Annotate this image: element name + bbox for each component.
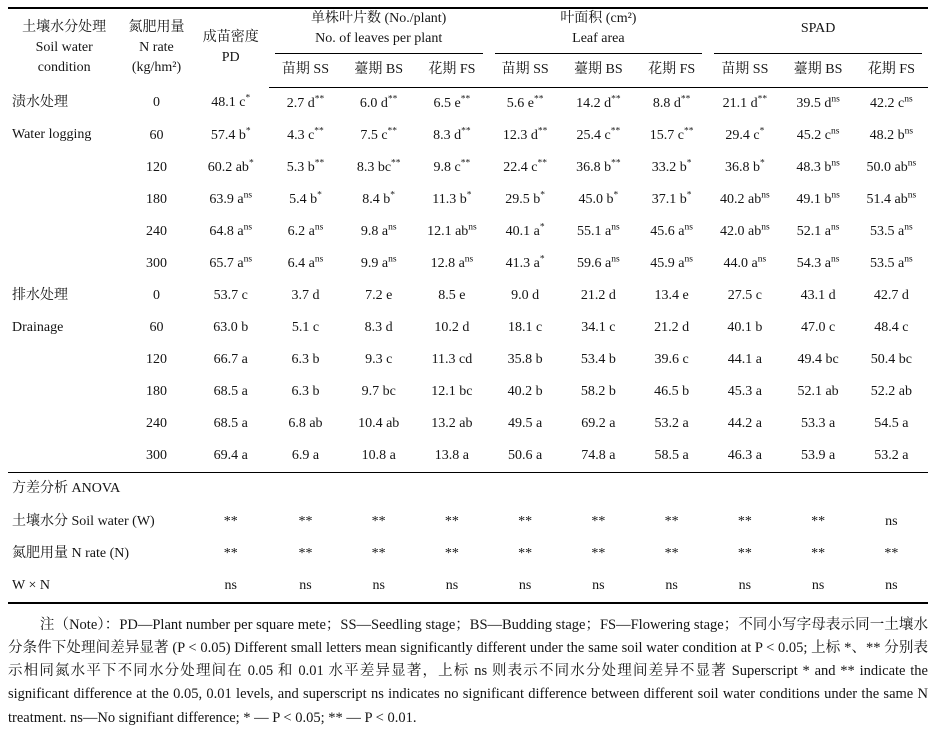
table-cell: 49.1 $b^{ns}$	[796, 190, 840, 207]
table-cell: 9.7 bc	[361, 383, 396, 399]
table-cell: 46.3 a	[727, 447, 762, 463]
table-cell: 11.3 b*	[432, 190, 472, 207]
anova-row	[8, 506, 928, 538]
significance-superscript: *	[466, 190, 472, 200]
table-row	[8, 152, 928, 184]
header-row-groups	[8, 8, 928, 54]
col-header-soil-water-en1: Soil water	[35, 40, 93, 56]
table-row	[8, 408, 928, 440]
anova-significance-cell: **	[444, 545, 459, 561]
table-cell: 25.4 c**	[576, 126, 621, 143]
table-cell: 36.8 b*	[724, 158, 765, 175]
table-cell: 6.8 ab	[288, 415, 323, 431]
table-cell: 58.5 a	[654, 447, 689, 463]
stage-subcol-header: 薹期 BS	[562, 54, 635, 88]
significance-superscript: *	[539, 222, 545, 232]
table-cell: 6.5 e**	[433, 94, 471, 111]
anova-significance-cell: **	[223, 513, 238, 529]
stage-subcol-header: 花期 FS	[635, 54, 708, 88]
table-cell: 42.0 $ab^{ns}$	[720, 222, 770, 239]
significance-superscript: ns	[907, 190, 917, 200]
significance-superscript: ns	[757, 254, 767, 264]
n-rate-cell: 120	[145, 351, 167, 367]
significance-superscript: *	[613, 190, 619, 200]
table-cell: 52.2 ab	[870, 383, 912, 399]
anova-significance-cell: **	[223, 545, 238, 561]
anova-significance-cell: ns	[224, 577, 237, 593]
table-cell: 45.2 $c^{ns}$	[796, 126, 840, 143]
anova-significance-cell: ns	[445, 577, 459, 593]
table-cell: 8.3 d	[364, 319, 393, 335]
table-row	[8, 184, 928, 216]
table-cell: 65.7 $a^{ns}$	[209, 254, 253, 271]
significance-superscript: *	[248, 158, 254, 168]
table-cell: 4.3 c**	[287, 126, 324, 143]
table-cell: 54.3 $a^{ns}$	[796, 254, 840, 271]
anova-significance-cell: **	[298, 513, 313, 529]
table-note: 注（Note）：PD—Plant number per square mete；SS—Seedling stage；BS—Budding stage；FS—Flowering stage；不同小写字母表示同一土壤水分条件下处理间差异显著 (P < 0.05) Different small letters mean significantly different under the same soil water condition at P < 0.05; 上标 *、** 分别表示相同氮水平下不同水分处理间在 0.05 和 0.01 水平差异显著，上标 ns 则表示不同水分处理间差异不显著 Superscript * and ** indicate the significant difference at the 0.05, 0.01 levels, and superscript ns indicates no significant difference between different soil water conditions under the same N treatment. ns—No signifiant difference; * — P < 0.05; ** — P < 0.01.	[8, 616, 928, 726]
table-cell: 50.0 $ab^{ns}$	[866, 158, 917, 175]
table-cell: 60.2 ab*	[207, 158, 254, 175]
anova-significance-cell: **	[371, 513, 386, 529]
data-table	[8, 7, 928, 604]
section-label: 渍水处理 Water logging	[12, 95, 92, 143]
group-header-leaf-area	[489, 8, 709, 54]
table-cell: 8.5 e	[438, 287, 466, 303]
stage-subcol-header: 花期 FS	[415, 54, 488, 88]
n-rate-cell: 180	[145, 383, 167, 399]
significance-superscript: ns	[243, 222, 253, 232]
table-cell: 9.3 c	[365, 351, 393, 367]
significance-superscript: **	[757, 94, 768, 104]
group-header-spad	[708, 8, 928, 54]
significance-superscript: ns	[904, 126, 914, 136]
n-rate-cell: 180	[145, 191, 167, 207]
table-cell: 45.9 $a^{ns}$	[650, 254, 693, 271]
anova-significance-cell: **	[664, 513, 679, 529]
table-cell: 53.7 c	[213, 287, 248, 303]
anova-significance-cell: **	[737, 513, 752, 529]
section-label: 排水处理 Drainage	[12, 287, 68, 335]
table-cell: 12.1 $ab^{ns}$	[427, 222, 477, 239]
table-cell: 8.8 d**	[652, 94, 691, 111]
table-cell: 44.1 a	[727, 351, 762, 367]
significance-superscript: ns	[830, 126, 840, 136]
significance-superscript: ns	[611, 254, 620, 264]
significance-superscript: *	[686, 158, 692, 168]
significance-superscript: ns	[611, 222, 620, 232]
table-cell: 45.3 a	[727, 383, 762, 399]
table-cell: 48.3 $b^{ns}$	[796, 158, 840, 175]
anova-significance-cell: **	[811, 545, 826, 561]
table-cell: 6.3 b	[291, 351, 320, 367]
table-cell: 21.2 d	[580, 287, 616, 303]
table-cell: 53.9 a	[800, 447, 836, 463]
significance-superscript: **	[387, 126, 398, 136]
table-cell: 59.6 $a^{ns}$	[577, 254, 620, 271]
stage-subcol-header: 苗期 SS	[269, 54, 342, 88]
significance-superscript: ns	[243, 254, 253, 264]
table-cell: 39.6 c	[654, 351, 689, 367]
significance-superscript: **	[537, 126, 548, 136]
significance-superscript: **	[314, 94, 325, 104]
anova-significance-cell: **	[884, 545, 899, 561]
table-row	[8, 248, 928, 280]
table-cell: 7.2 e	[365, 287, 393, 303]
table-cell: 45.6 $a^{ns}$	[650, 222, 693, 239]
n-rate-cell: 0	[152, 95, 160, 111]
n-rate-cell: 60	[149, 319, 164, 335]
significance-superscript: ns	[388, 222, 397, 232]
table-cell: 33.2 b*	[651, 158, 692, 175]
table-cell: 39.5 $d^{ns}$	[796, 94, 840, 111]
stage-subcol-header: 薹期 BS	[781, 54, 854, 88]
n-rate-cell: 240	[145, 415, 167, 431]
significance-superscript: ns	[830, 222, 840, 232]
table-cell: 55.1 $a^{ns}$	[577, 222, 620, 239]
col-header-pd-en: PD	[221, 50, 240, 66]
table-cell: 74.8 a	[581, 447, 616, 463]
stage-subcol-header: 花期 FS	[855, 54, 928, 88]
n-rate-cell: 120	[145, 159, 167, 175]
table-cell: 9.9 $a^{ns}$	[360, 254, 397, 271]
table-cell: 29.4 c*	[725, 126, 765, 143]
anova-significance-cell: ns	[738, 577, 752, 593]
anova-significance-cell: ns	[665, 577, 678, 593]
significance-superscript: *	[540, 190, 546, 200]
significance-superscript: ns	[831, 158, 840, 168]
anova-significance-cell: **	[444, 513, 459, 529]
anova-significance-cell: ns	[885, 577, 898, 593]
significance-superscript: ns	[314, 222, 324, 232]
table-cell: 48.2 $b^{ns}$	[869, 126, 914, 143]
table-cell: 42.7 d	[873, 287, 909, 303]
significance-superscript: **	[537, 158, 547, 168]
table-cell: 41.3 a*	[505, 254, 545, 271]
table-cell: 69.2 a	[581, 415, 616, 431]
table-cell: 52.1 $a^{ns}$	[796, 222, 840, 239]
table-row	[8, 440, 928, 473]
significance-superscript: ns	[830, 254, 840, 264]
significance-superscript: **	[387, 94, 398, 104]
anova-significance-cell: ns	[811, 577, 825, 593]
significance-superscript: ns	[684, 254, 693, 264]
table-cell: 15.7 c**	[649, 126, 694, 143]
significance-superscript: *	[759, 158, 765, 168]
table-cell: 40.2 b	[507, 383, 543, 399]
anova-significance-cell: **	[518, 513, 533, 529]
table-cell: 57.4 b*	[210, 126, 251, 143]
significance-superscript: **	[314, 158, 325, 168]
significance-superscript: ns	[904, 222, 913, 232]
anova-significance-cell: **	[811, 513, 826, 529]
table-cell: 37.1 b*	[651, 190, 692, 207]
table-cell: 40.1 b	[727, 319, 763, 335]
table-cell: 40.1 a*	[505, 222, 545, 239]
table-cell: 18.1 c	[508, 319, 543, 335]
table-cell: 10.4 ab	[358, 415, 400, 431]
n-rate-cell: 300	[145, 255, 167, 271]
significance-superscript: **	[534, 94, 544, 104]
table-cell: 13.2 ab	[431, 415, 473, 431]
table-cell: 5.3 b**	[286, 158, 325, 175]
table-cell: 63.9 $a^{ns}$	[209, 190, 253, 207]
anova-significance-cell: ns	[299, 577, 312, 593]
table-row	[8, 216, 928, 248]
anova-row	[8, 538, 928, 570]
group-header-spad-label: SPAD	[800, 20, 836, 36]
table-row	[8, 280, 928, 312]
significance-superscript: ns	[904, 254, 913, 264]
anova-factor-label: W × N	[12, 577, 50, 593]
table-cell: 43.1 d	[800, 287, 836, 303]
table-cell: 44.0 $a^{ns}$	[723, 254, 767, 271]
table-cell: 68.5 a	[213, 415, 248, 431]
significance-superscript: ns	[907, 158, 917, 168]
significance-superscript: *	[390, 190, 396, 200]
significance-superscript: ns	[904, 94, 913, 104]
table-cell: 10.8 a	[361, 447, 396, 463]
significance-superscript: **	[391, 158, 401, 168]
significance-superscript: **	[460, 158, 471, 168]
col-header-n-rate-zh: 氮肥用量	[128, 20, 185, 36]
table-cell: 6.9 a	[291, 447, 320, 463]
table-cell: 47.0 c	[800, 319, 836, 335]
significance-superscript: *	[245, 126, 251, 136]
anova-significance-cell: ns	[885, 513, 898, 529]
group-header-leaf-number-zh: 单株叶片数 (No./plant)	[311, 11, 447, 26]
table-cell: 53.3 a	[800, 415, 836, 431]
table-cell: 53.2 a	[654, 415, 689, 431]
n-rate-cell: 300	[145, 447, 167, 463]
table-cell: 13.8 a	[434, 447, 470, 463]
table-cell: 50.6 a	[508, 447, 543, 463]
table-cell: 53.5 $a^{ns}$	[870, 254, 913, 271]
group-header-leaf-number-en: No. of leaves per plant	[315, 30, 443, 46]
table-cell: 34.1 c	[581, 319, 616, 335]
table-cell: 69.4 a	[213, 447, 248, 463]
anova-significance-cell: **	[664, 545, 679, 561]
significance-superscript: ns	[388, 254, 397, 264]
col-header-pd	[193, 8, 269, 87]
anova-significance-cell: ns	[592, 577, 605, 593]
significance-superscript: **	[461, 126, 471, 136]
table-cell: 45.0 b*	[578, 190, 619, 207]
table-cell: 53.4 b	[580, 351, 616, 367]
table-cell: 48.1 c*	[211, 93, 251, 111]
table-cell: 36.8 b**	[576, 158, 621, 175]
table-cell: 9.8 $a^{ns}$	[360, 222, 397, 239]
n-rate-cell: 0	[152, 287, 160, 303]
table-cell: 5.4 b*	[289, 190, 322, 207]
table-cell: 14.2 d**	[576, 94, 621, 111]
col-header-n-rate	[120, 8, 192, 87]
table-cell: 6.3 b	[291, 383, 320, 399]
table-cell: 40.2 $ab^{ns}$	[720, 190, 770, 207]
anova-significance-cell: **	[371, 545, 386, 561]
anova-title-row	[8, 472, 928, 506]
table-cell: 64.8 $a^{ns}$	[209, 222, 253, 239]
table-cell: 3.7 d	[291, 287, 320, 303]
significance-superscript: ns	[314, 254, 324, 264]
table-cell: 35.8 b	[507, 351, 543, 367]
table-cell: 49.4 bc	[797, 351, 839, 367]
table-cell: 50.4 bc	[870, 351, 912, 367]
table-cell: 44.2 a	[727, 415, 762, 431]
col-header-pd-zh: 成苗密度	[202, 30, 259, 46]
anova-significance-cell: ns	[372, 577, 385, 593]
table-cell: 48.4 c	[874, 319, 909, 335]
table-cell: 53.2 a	[874, 447, 909, 463]
table-cell: 5.6 e**	[506, 94, 544, 111]
table-cell: 53.5 $a^{ns}$	[870, 222, 913, 239]
table-cell: 8.3 d**	[433, 126, 471, 143]
table-cell: 66.7 a	[213, 351, 248, 367]
anova-significance-cell: **	[591, 545, 606, 561]
significance-superscript: *	[245, 93, 251, 104]
table-cell: 11.3 cd	[431, 351, 473, 367]
table-row	[8, 376, 928, 408]
significance-superscript: **	[610, 126, 621, 136]
significance-superscript: **	[680, 94, 691, 104]
table-cell: 6.4 $a^{ns}$	[287, 254, 324, 271]
anova-significance-cell: **	[591, 513, 606, 529]
anova-significance-cell: **	[518, 545, 533, 561]
significance-superscript: **	[460, 94, 471, 104]
table-cell: 12.3 d**	[502, 126, 548, 143]
table-cell: 9.0 d	[511, 287, 540, 303]
table-cell: 52.1 ab	[797, 383, 839, 399]
table-cell: 6.0 d**	[359, 94, 398, 111]
significance-superscript: ns	[761, 222, 770, 232]
table-cell: 46.5 b	[654, 383, 690, 399]
significance-superscript: *	[539, 254, 545, 264]
table-row	[8, 120, 928, 152]
significance-superscript: *	[686, 190, 692, 200]
table-row	[8, 312, 928, 344]
significance-superscript: ns	[468, 222, 477, 232]
significance-superscript: **	[314, 126, 324, 136]
table-row	[8, 344, 928, 376]
table-cell: 8.4 b*	[362, 190, 396, 207]
col-header-n-rate-en: N rate	[139, 40, 174, 56]
anova-row	[8, 570, 928, 603]
col-header-soil-water-zh: 土壤水分处理	[22, 20, 107, 36]
significance-superscript: **	[683, 126, 694, 136]
col-header-n-rate-unit: (kg/hm²)	[131, 60, 182, 76]
anova-factor-label: 氮肥用量 N rate (N)	[12, 545, 130, 561]
anova-title: 方差分析 ANOVA	[8, 472, 928, 506]
group-header-leaf-area-en: Leaf area	[572, 30, 625, 46]
table-cell: 5.1 c	[291, 319, 320, 335]
table-cell: 9.8 c**	[433, 158, 471, 175]
table-cell: 49.5 a	[508, 415, 543, 431]
anova-significance-cell: **	[737, 545, 752, 561]
significance-superscript: ns	[831, 94, 840, 104]
group-header-leaf-number	[269, 8, 489, 54]
col-header-soil-water-condition	[8, 8, 120, 87]
table-cell: 22.4 c**	[503, 158, 547, 175]
table-cell: 10.2 d	[434, 319, 470, 335]
n-rate-cell: 60	[149, 127, 164, 143]
table-cell: 12.1 bc	[431, 383, 473, 399]
significance-superscript: ns	[684, 222, 693, 232]
table-cell: 21.2 d	[654, 319, 690, 335]
significance-superscript: **	[611, 158, 621, 168]
table-cell: 2.7 d**	[286, 94, 325, 111]
table-cell: 58.2 b	[580, 383, 616, 399]
table-row	[8, 87, 928, 120]
table-cell: 13.4 e	[654, 287, 689, 303]
table-cell: 42.2 $c^{ns}$	[870, 94, 913, 111]
table-cell: 54.5 a	[874, 415, 909, 431]
table-cell: 21.1 d**	[722, 94, 768, 111]
stage-subcol-header: 苗期 SS	[708, 54, 781, 88]
group-header-leaf-area-zh: 叶面积 (cm²)	[560, 11, 637, 26]
n-rate-cell: 240	[145, 223, 167, 239]
anova-factor-label: 土壤水分 Soil water (W)	[12, 513, 155, 529]
table-cell: 7.5 c**	[360, 126, 398, 143]
significance-superscript: **	[611, 94, 621, 104]
anova-significance-cell: **	[298, 545, 313, 561]
significance-superscript: *	[317, 190, 322, 200]
significance-superscript: *	[759, 126, 765, 136]
table-cell: 6.2 $a^{ns}$	[287, 222, 324, 239]
significance-superscript: ns	[464, 254, 474, 264]
significance-superscript: ns	[243, 190, 253, 200]
table-cell: 63.0 b	[213, 319, 249, 335]
col-header-soil-water-en2: condition	[37, 60, 91, 76]
significance-superscript: ns	[831, 190, 840, 200]
table-cell: 68.5 a	[213, 383, 248, 399]
stage-subcol-header: 薹期 BS	[342, 54, 415, 88]
table-cell: 8.3 bc**	[356, 158, 401, 175]
table-cell: 29.5 b*	[505, 190, 546, 207]
stage-subcol-header: 苗期 SS	[489, 54, 562, 88]
table-cell: 12.8 $a^{ns}$	[430, 254, 474, 271]
table-cell: 27.5 c	[727, 287, 762, 303]
anova-significance-cell: ns	[518, 577, 532, 593]
significance-superscript: ns	[761, 190, 770, 200]
table-cell: 51.4 $ab^{ns}$	[866, 190, 917, 207]
